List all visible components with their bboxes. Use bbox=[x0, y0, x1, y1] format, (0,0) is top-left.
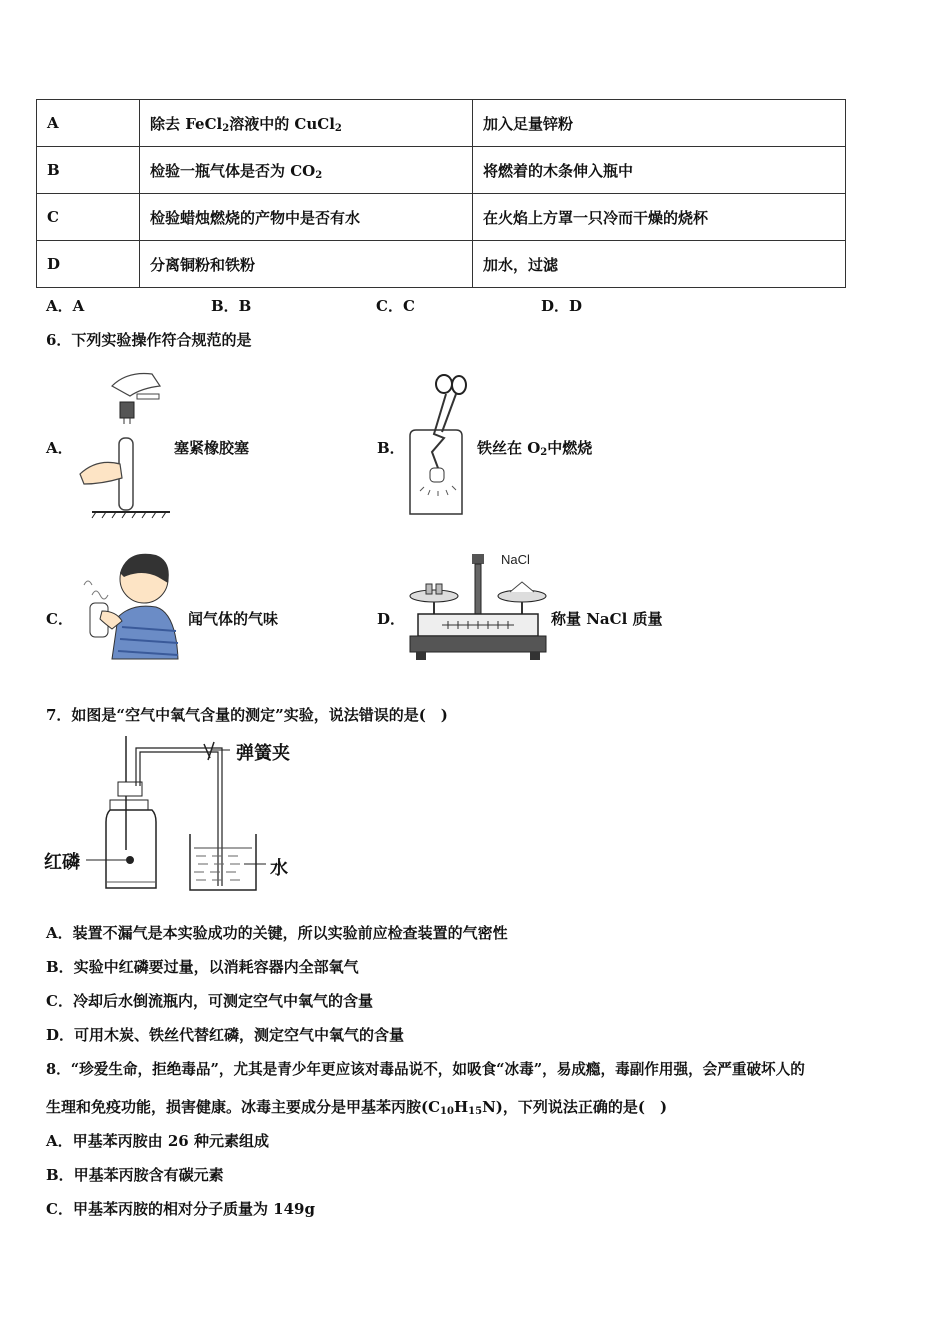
row-key: A bbox=[37, 100, 140, 147]
phosphorus-label: 红磷 bbox=[44, 852, 80, 873]
q8-option-b[interactable]: B．甲基苯丙胺含有碳元素 bbox=[46, 1166, 224, 1184]
q5-answer-b[interactable]: B．B bbox=[211, 297, 252, 315]
row-key: D bbox=[37, 241, 140, 288]
insert-stopper-illustration bbox=[72, 366, 172, 520]
q5-answer-c[interactable]: C．C bbox=[376, 297, 415, 315]
q6-option-d-text: 称量 NaCl 质量 bbox=[551, 610, 663, 628]
row-key: C bbox=[37, 194, 140, 241]
q6-option-a-letter[interactable]: A． bbox=[46, 439, 73, 457]
table-row bbox=[37, 100, 846, 147]
row-method: 加水，过滤 bbox=[473, 241, 846, 288]
q6-option-c-text: 闻气体的气味 bbox=[188, 610, 279, 628]
row-purpose: 检验一瓶气体是否为 $CO_2$ bbox=[140, 147, 473, 194]
q6-option-b-text: 铁丝在 $O_2$中燃烧 bbox=[477, 439, 593, 458]
row-method: 在火焰上方罩一只冷而干燥的烧杯 bbox=[473, 194, 846, 241]
q8-stem-line1: 8．“珍爱生命，拒绝毒品”，尤其是青少年更应该对毒品说不，如吸食“冰毒”，易成瘾，毒副作用强，会严重破坏人的 bbox=[46, 1061, 805, 1078]
q8-option-c[interactable]: C．甲基苯丙胺的相对分子质量为 149g bbox=[46, 1200, 315, 1218]
q6-option-a-text: 塞紧橡胶塞 bbox=[174, 439, 250, 457]
q5-answer-d[interactable]: D．D bbox=[541, 297, 583, 315]
q7-option-a[interactable]: A．装置不漏气是本实验成功的关键，所以实验前应检查装置的气密性 bbox=[46, 924, 508, 942]
iron-wire-burning-illustration bbox=[404, 372, 468, 520]
row-method: 将燃着的木条伸入瓶中 bbox=[473, 147, 846, 194]
smell-gas-illustration bbox=[72, 547, 184, 663]
q6-option-c-letter[interactable]: C． bbox=[46, 610, 73, 628]
q7-option-c[interactable]: C．冷却后水倒流瓶内，可测定空气中氧气的含量 bbox=[46, 992, 373, 1010]
row-purpose: 检验蜡烛燃烧的产物中是否有水 bbox=[140, 194, 473, 241]
row-purpose: 除去 FeCl$_2$溶液中的 CuCl$_2$ bbox=[140, 100, 473, 147]
table-row bbox=[37, 241, 846, 288]
q8-stem-line2: 生理和免疫功能，损害健康。冰毒主要成分是甲基苯丙胺$(C_{10}H_{15}N)$，下列说法正确的是( ) bbox=[46, 1098, 668, 1117]
nacl-label: NaCl bbox=[501, 552, 530, 567]
row-purpose: 分离铜粉和铁粉 bbox=[140, 241, 473, 288]
q6-option-d-letter[interactable]: D． bbox=[377, 610, 406, 628]
q5-table bbox=[36, 99, 846, 288]
q8-option-a[interactable]: A．甲基苯丙胺由 26 种元素组成 bbox=[46, 1132, 269, 1150]
q6-option-b-letter[interactable]: B． bbox=[377, 439, 405, 457]
table-row bbox=[37, 147, 846, 194]
q7-stem: 7．如图是“空气中氧气含量的测定”实验，说法错误的是( ) bbox=[46, 706, 448, 724]
clip-label: 弹簧夹 bbox=[236, 743, 290, 764]
row-method: 加入足量锌粉 bbox=[473, 100, 846, 147]
q5-answer-a[interactable]: A．A bbox=[46, 297, 85, 315]
balance-scale-illustration bbox=[408, 548, 548, 664]
q7-option-b[interactable]: B．实验中红磷要过量，以消耗容器内全部氧气 bbox=[46, 958, 359, 976]
q7-option-d[interactable]: D．可用木炭、铁丝代替红磷，测定空气中氧气的含量 bbox=[46, 1026, 405, 1044]
row-key: B bbox=[37, 147, 140, 194]
table-row bbox=[37, 194, 846, 241]
water-label: 水 bbox=[270, 858, 288, 879]
q6-stem: 6．下列实验操作符合规范的是 bbox=[46, 331, 252, 349]
